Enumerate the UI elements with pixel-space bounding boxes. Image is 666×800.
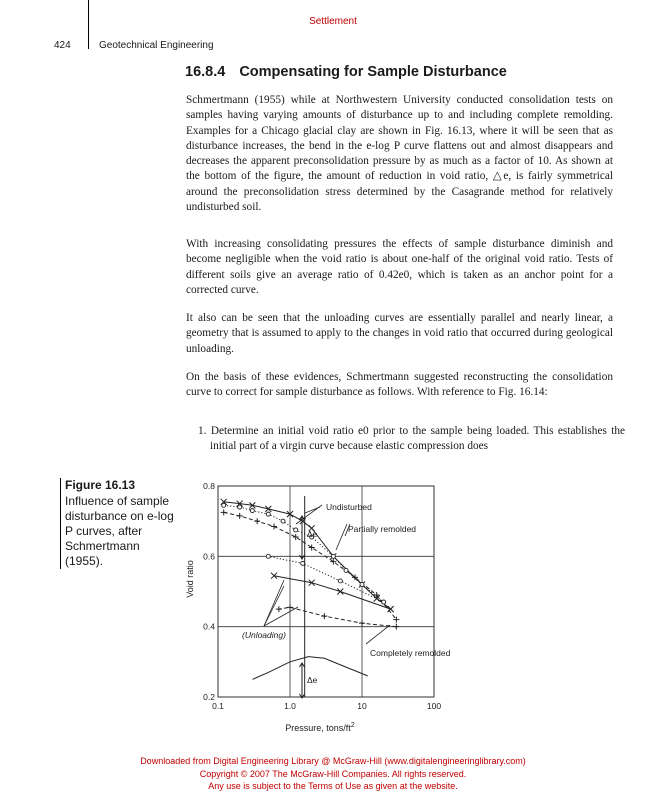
circle-marker: [382, 600, 386, 604]
y-tick-label: 0.6: [203, 551, 215, 562]
plus-marker: [309, 545, 315, 551]
section-number: 16.8.4: [185, 64, 226, 80]
x-tick-label: 10: [357, 701, 367, 711]
y-tick-label: 0.4: [203, 621, 215, 632]
circle-marker: [266, 554, 270, 558]
header-divider: [88, 0, 89, 49]
circle-marker: [222, 503, 226, 507]
footer-line-1[interactable]: Downloaded from Digital Engineering Library @ McGraw-Hill (www.digitalengineeringlibrary.com): [140, 756, 526, 766]
section-heading: [185, 64, 507, 80]
section-title: Compensating for Sample Disturbance: [239, 64, 507, 80]
circle-marker: [331, 554, 335, 558]
annotation-completely-remolded: Completely remolded: [370, 648, 450, 658]
x-tick-label: 0.1: [212, 701, 224, 711]
annotation-unloading: (Unloading): [242, 630, 286, 640]
circle-marker: [250, 509, 254, 513]
circle-marker: [238, 505, 242, 509]
circle-marker: [294, 528, 298, 532]
plus-marker: [293, 534, 299, 540]
plus-marker: [287, 604, 293, 610]
circle-marker: [301, 561, 305, 565]
plus-marker: [271, 523, 277, 529]
footer-line-3: Any use is subject to the Terms of Use as given at the website.: [208, 781, 458, 791]
figure-number: Figure 16.13: [65, 478, 136, 492]
circle-marker: [338, 579, 342, 583]
plot-frame: [218, 486, 434, 697]
x-tick-label: 1.0: [284, 701, 296, 711]
circle-marker: [360, 582, 364, 586]
chart-markers: [221, 499, 400, 630]
annotation-partially-remolded: Partially remolded: [348, 524, 417, 534]
y-tick-label: 0.2: [203, 692, 215, 702]
series-line-5: [279, 607, 397, 626]
annotation-undisturbed: Undisturbed: [326, 502, 372, 512]
paragraph-2: With increasing consolidating pressures the effects of sample disturbance diminish and become negligible when the void ratio is about one-half of the original void ratio. Tests of different soils give an average ratio of 0.42e0, which is taken as an anchor point for a corrected curve.: [186, 238, 613, 296]
paragraph-1: Schmertmann (1955) while at Northwestern University conducted consolidation tests on samples having varying amounts of disturbance up to and including complete remolding. Examples for a Chicago glacial clay are shown in Fig. 16.13, where it will be seen that as disturbance increases, the bend in the e-log P curve flattens out and almost disappears and decreases the apparent preconsolidation pressure by as much as a factor of 10. As shown at the bottom of the figure, the amount of reduction in void ratio, △e, is fairly symmetrical around the preconsolidation stress determined by the Casagrande method for relatively undisturbed soil.: [186, 94, 613, 214]
y-tick-label: 0.8: [203, 481, 215, 491]
x-marker: [388, 606, 394, 612]
consolidation-chart: [180, 476, 450, 746]
figure-label: [60, 478, 175, 569]
plus-marker: [221, 509, 227, 515]
book-title: Geotechnical Engineering: [99, 40, 214, 51]
plus-marker: [393, 624, 399, 630]
y-axis-label: Void ratio: [185, 560, 195, 598]
x-label-superscript: 2: [350, 722, 355, 729]
footer-line-2: Copyright © 2007 The McGraw-Hill Companies. All rights reserved.: [199, 769, 467, 779]
paragraph-3: It also can be seen that the unloading curves are essentially parallel and nearly linear, a geometry that is assumed to apply to the changes in void ratio that occurred during geological unloading.: [186, 312, 613, 355]
list-item-1: 1. Determine an initial void ratio e0 prior to the sample being loaded. This establishes the initial part of a virgin curve because elastic compression does: [198, 425, 625, 453]
plus-marker: [276, 606, 282, 612]
circle-marker: [344, 568, 348, 572]
page-number: 424: [54, 40, 71, 51]
plus-marker: [254, 518, 260, 524]
circle-marker: [281, 519, 285, 523]
circle-marker: [266, 512, 270, 516]
running-header-section[interactable]: Settlement: [309, 16, 357, 27]
annotation-delta-e-lower: Δe: [307, 675, 318, 685]
delta-e-arrows: [300, 516, 305, 698]
annotation-delta-e-upper: Δe: [307, 529, 318, 539]
x-tick-label: 100: [426, 701, 442, 711]
plus-marker: [359, 620, 365, 626]
x-marker: [337, 589, 343, 595]
figure-caption: Influence of sample disturbance on e-log P curves, after Schmertmann (1955).: [65, 494, 174, 568]
series-line-4: [268, 556, 383, 602]
plus-marker: [321, 613, 327, 619]
plus-marker: [237, 513, 243, 519]
paragraph-4: On the basis of these evidences, Schmertmann suggested reconstructing the consolidation curve to correct for sample disturbance as follows. With reference to Fig. 16.14:: [186, 371, 613, 399]
x-axis-label: Pressure, tons/$ft^2$: [285, 722, 355, 733]
chart-grid: [218, 486, 434, 697]
